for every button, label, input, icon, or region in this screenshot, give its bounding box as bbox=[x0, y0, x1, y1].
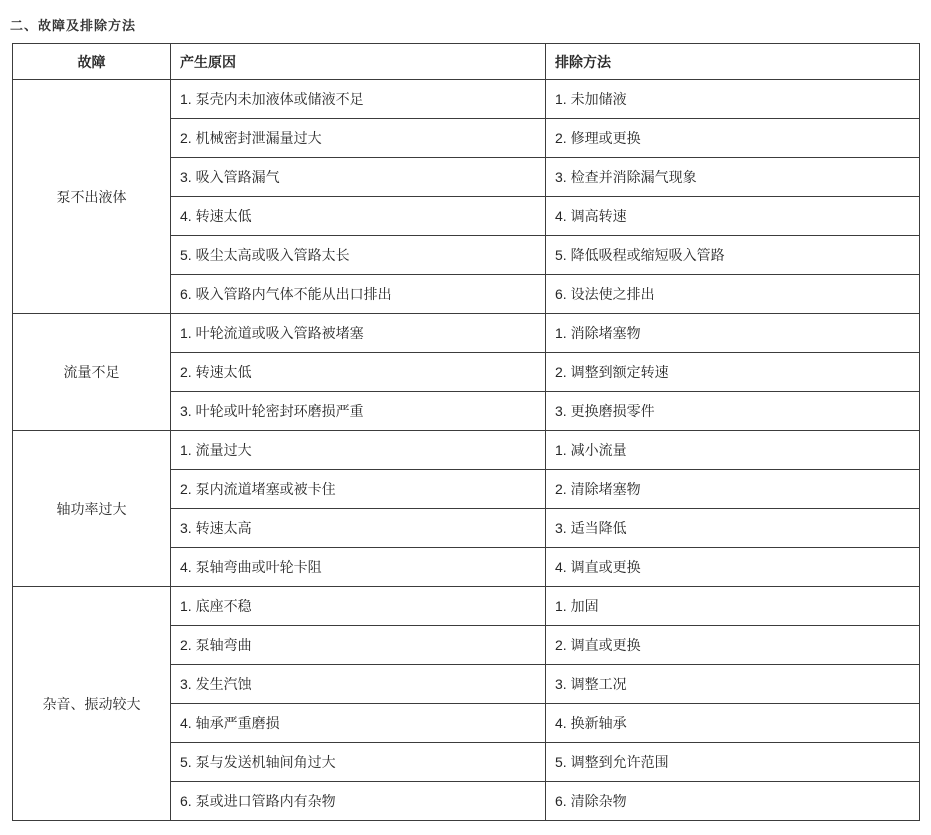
cause-cell: 3. 叶轮或叶轮密封环磨损严重 bbox=[171, 392, 546, 431]
cause-cell: 3. 转速太高 bbox=[171, 509, 546, 548]
fault-cell: 轴功率过大 bbox=[13, 431, 171, 587]
remedy-cell: 3. 调整工况 bbox=[546, 665, 920, 704]
remedy-cell: 2. 修理或更换 bbox=[546, 119, 920, 158]
remedy-cell: 1. 减小流量 bbox=[546, 431, 920, 470]
remedy-cell: 4. 调高转速 bbox=[546, 197, 920, 236]
remedy-cell: 2. 清除堵塞物 bbox=[546, 470, 920, 509]
table-header-row bbox=[13, 44, 920, 80]
cause-cell: 2. 转速太低 bbox=[171, 353, 546, 392]
cause-cell: 6. 吸入管路内气体不能从出口排出 bbox=[171, 275, 546, 314]
remedy-cell: 1. 消除堵塞物 bbox=[546, 314, 920, 353]
cause-cell: 2. 泵轴弯曲 bbox=[171, 626, 546, 665]
cause-cell: 4. 泵轴弯曲或叶轮卡阻 bbox=[171, 548, 546, 587]
cause-cell: 5. 泵与发送机轴间角过大 bbox=[171, 743, 546, 782]
remedy-cell: 5. 调整到允许范围 bbox=[546, 743, 920, 782]
remedy-cell: 3. 适当降低 bbox=[546, 509, 920, 548]
table-row bbox=[13, 80, 920, 119]
cause-cell: 2. 泵内流道堵塞或被卡住 bbox=[171, 470, 546, 509]
remedy-cell: 1. 加固 bbox=[546, 587, 920, 626]
cause-cell: 1. 泵壳内未加液体或储液不足 bbox=[171, 80, 546, 119]
cause-cell: 3. 吸入管路漏气 bbox=[171, 158, 546, 197]
table-row bbox=[13, 587, 920, 626]
cause-cell: 1. 叶轮流道或吸入管路被堵塞 bbox=[171, 314, 546, 353]
fault-cell: 杂音、振动较大 bbox=[13, 587, 171, 821]
cause-cell: 4. 轴承严重磨损 bbox=[171, 704, 546, 743]
column-header-remedy: 排除方法 bbox=[546, 44, 920, 80]
cause-cell: 1. 底座不稳 bbox=[171, 587, 546, 626]
remedy-cell: 2. 调整到额定转速 bbox=[546, 353, 920, 392]
cause-cell: 6. 泵或进口管路内有杂物 bbox=[171, 782, 546, 821]
remedy-cell: 3. 更换磨损零件 bbox=[546, 392, 920, 431]
page-title: 二、故障及排除方法 bbox=[10, 18, 137, 33]
remedy-cell: 4. 换新轴承 bbox=[546, 704, 920, 743]
cause-cell: 2. 机械密封泄漏量过大 bbox=[171, 119, 546, 158]
remedy-cell: 5. 降低吸程或缩短吸入管路 bbox=[546, 236, 920, 275]
remedy-cell: 6. 设法使之排出 bbox=[546, 275, 920, 314]
fault-cell: 流量不足 bbox=[13, 314, 171, 431]
remedy-cell: 3. 检查并消除漏气现象 bbox=[546, 158, 920, 197]
remedy-cell: 2. 调直或更换 bbox=[546, 626, 920, 665]
fault-cell: 泵不出液体 bbox=[13, 80, 171, 314]
column-header-cause: 产生原因 bbox=[171, 44, 546, 80]
table-row bbox=[13, 314, 920, 353]
column-header-fault: 故障 bbox=[13, 44, 171, 80]
cause-cell: 3. 发生汽蚀 bbox=[171, 665, 546, 704]
remedy-cell: 1. 未加储液 bbox=[546, 80, 920, 119]
fault-table bbox=[12, 43, 920, 821]
remedy-cell: 6. 清除杂物 bbox=[546, 782, 920, 821]
cause-cell: 4. 转速太低 bbox=[171, 197, 546, 236]
cause-cell: 1. 流量过大 bbox=[171, 431, 546, 470]
table-header bbox=[13, 44, 920, 80]
table-row bbox=[13, 431, 920, 470]
remedy-cell: 4. 调直或更换 bbox=[546, 548, 920, 587]
cause-cell: 5. 吸尘太高或吸入管路太长 bbox=[171, 236, 546, 275]
table-body bbox=[13, 80, 920, 821]
